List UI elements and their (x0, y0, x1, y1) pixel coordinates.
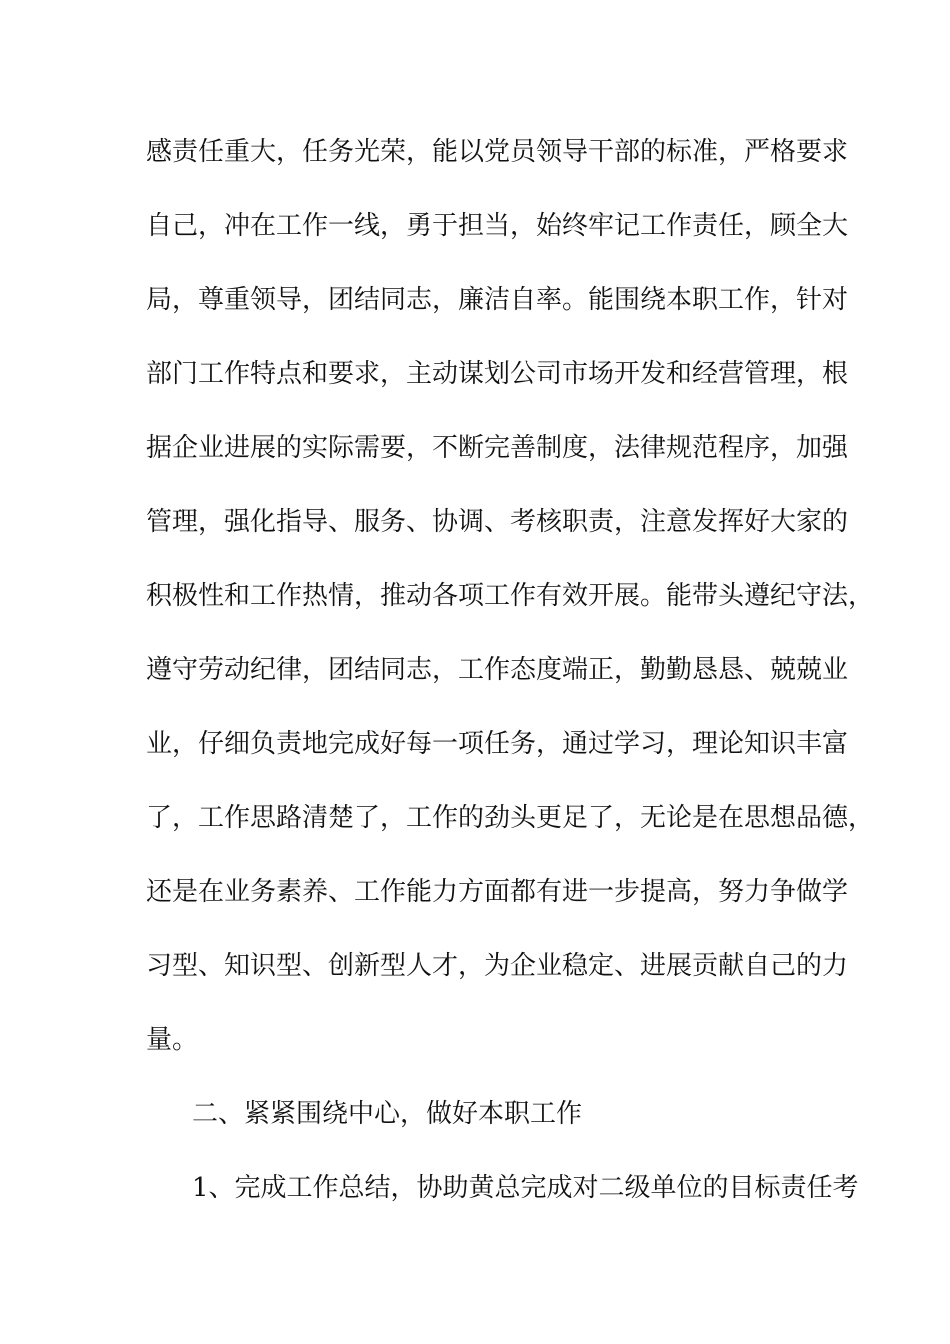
paragraph-line: 部门工作特点和要求，主动谋划公司市场开发和经营管理，根 (146, 359, 849, 389)
paragraph-line: 局，尊重领导，团结同志，廉洁自率。能围绕本职工作，针对 (146, 285, 849, 315)
paragraph-line: 自己，冲在工作一线，勇于担当，始终牢记工作责任，顾全大 (146, 211, 849, 241)
paragraph-line: 管理，强化指导、服务、协调、考核职责，注意发挥好大家的 (146, 507, 849, 537)
paragraph-line: 量。 (146, 1025, 199, 1055)
paragraph-line: 感责任重大，任务光荣，能以党员领导干部的标准，严格要求 (146, 137, 849, 167)
list-item-1: 1、完成工作总结，协助黄总完成对二级单位的目标责任考 (192, 1173, 859, 1203)
paragraph-line: 积极性和工作热情，推动各项工作有效开展。能带头遵纪守法， (146, 581, 875, 611)
paragraph-line: 业，仔细负责地完成好每一项任务，通过学习，理论知识丰富 (146, 729, 849, 759)
paragraph-line: 了，工作思路清楚了，工作的劲头更足了，无论是在思想品德， (146, 803, 875, 833)
paragraph-line: 还是在业务素养、工作能力方面都有进一步提高，努力争做学 (146, 877, 849, 907)
paragraph-line: 遵守劳动纪律，团结同志，工作态度端正，勤勤恳恳、兢兢业 (146, 655, 849, 685)
paragraph-line: 据企业进展的实际需要，不断完善制度，法律规范程序，加强 (146, 433, 849, 463)
paragraph-line: 习型、知识型、创新型人才，为企业稳定、进展贡献自己的力 (146, 951, 849, 981)
section-heading: 二、紧紧围绕中心，做好本职工作 (192, 1099, 583, 1129)
